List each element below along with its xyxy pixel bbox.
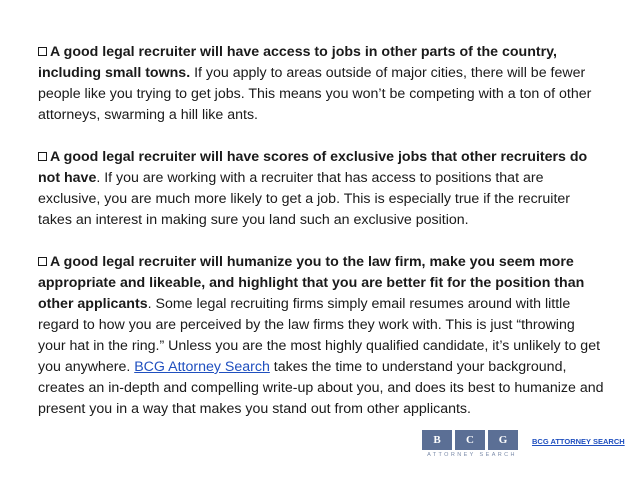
checkbox-bullet-icon (38, 257, 47, 266)
logo-letter: C (455, 430, 485, 450)
logo-letter: G (488, 430, 518, 450)
logo-subtitle: ATTORNEY SEARCH (427, 452, 517, 458)
bullet-text-after: takes the time to understand your background, creates an in-depth and compelling write-up about you, and does its best to humanize and present you in a way that makes you stand out from other applicants. (38, 359, 604, 417)
bullet-text: If you apply to areas outside of major cities, there will be fewer people like you trying to get jobs. This means you won’t be competing with a ton of other attorneys, swarming a hill like ants. (38, 65, 592, 123)
slide-content (38, 42, 606, 441)
bullet-text: . Some legal recruiting firms simply email resumes around with little regard to how you are perceived by the law firms they work with. This is just “throwing your hat in the ring.” Unless you are the most highly qualified candidate, it’s unlikely to get you anywhere. (38, 296, 601, 375)
checkbox-bullet-icon (38, 47, 47, 56)
bullet-paragraph (38, 42, 606, 126)
bullet-paragraph (38, 252, 606, 420)
bullet-paragraph (38, 147, 606, 231)
bullet-heading: A good legal recruiter will have scores of exclusive jobs that other recruiters do not have (38, 149, 588, 186)
bcg-logo (422, 430, 522, 460)
footer-link[interactable]: BCG ATTORNEY SEARCH (532, 437, 625, 446)
bullet-text: . If you are working with a recruiter that has access to positions that are exclusive, you are much more likely to get a job. This is especially true if the recruiter takes an interest in making sure you land such an exclusive position. (38, 170, 570, 228)
bullet-heading: A good legal recruiter will have access to jobs in other parts of the country, including small towns. (38, 44, 557, 81)
bcg-attorney-search-link[interactable]: BCG Attorney Search (134, 359, 270, 375)
bullet-heading: A good legal recruiter will humanize you to the law firm, make you seem more appropriate and likeable, and highlight that you are better fit for the position than other applicants (38, 254, 585, 312)
checkbox-bullet-icon (38, 152, 47, 161)
logo-letter: B (422, 430, 452, 450)
